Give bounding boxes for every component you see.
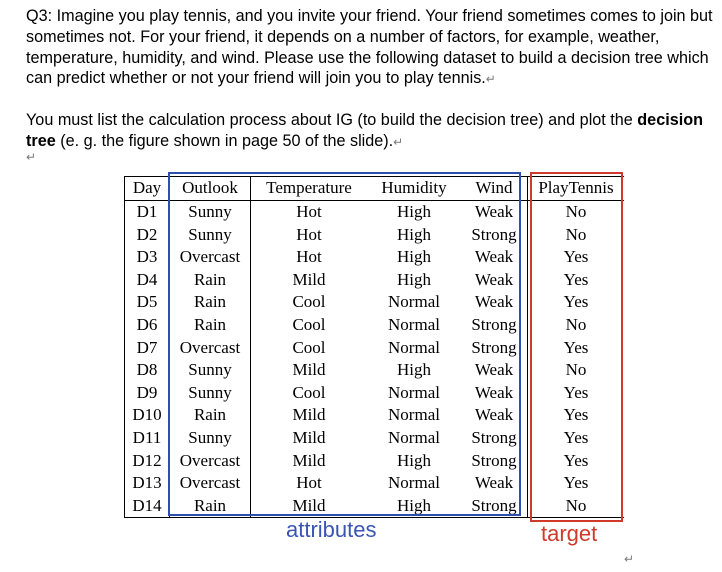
- cell-humidity: High: [367, 495, 461, 518]
- cell-wind: Weak: [474, 269, 514, 289]
- cell-day: D9: [125, 382, 170, 405]
- cell-temperature: Mild: [251, 495, 368, 518]
- cell-outlook: Sunny: [170, 359, 251, 382]
- cell-playtennis: Yes: [528, 269, 625, 292]
- cell-day: D13: [125, 472, 170, 495]
- cell-humidity: Normal: [388, 292, 440, 312]
- cell-wind: Strong: [471, 314, 517, 334]
- question-text: Q3: Imagine you play tennis, and you invite your friend. Your friend sometimes comes to join but sometimes not. For your friend, it depends on a number of factors, for example, weather, temperature, humidity, and wind. Please use the following dataset to build a decision tree which can predict whether or not your friend will join you to play tennis.: [26, 7, 713, 88]
- cell-temperature: Hot: [296, 473, 322, 493]
- return-mark-icon: ↵: [393, 134, 404, 149]
- cell-wind: Strong: [471, 450, 517, 470]
- cell-outlook: Rain: [170, 404, 251, 427]
- instruction-text-bold: decision tree: [26, 111, 703, 150]
- cell-playtennis: Yes: [528, 427, 625, 450]
- cell-humidity: High: [397, 202, 431, 221]
- attributes-label: attributes: [286, 517, 377, 542]
- cell-playtennis: Yes: [528, 382, 625, 405]
- cell-wind: Weak: [474, 247, 514, 267]
- cell-humidity: Normal: [388, 427, 440, 447]
- cell-outlook: Rain: [170, 269, 251, 292]
- question-paragraph-1: [26, 6, 720, 90]
- header-outlook: Outlook: [170, 177, 251, 201]
- cell-temperature: Cool: [292, 314, 326, 334]
- cell-playtennis: Yes: [528, 450, 625, 473]
- cell-humidity: Normal: [388, 473, 440, 493]
- cell-outlook: Overcast: [170, 472, 251, 495]
- cell-outlook: Overcast: [170, 337, 251, 360]
- cell-temperature: Hot: [296, 224, 322, 244]
- cell-humidity: High: [397, 224, 431, 244]
- cell-humidity: Normal: [388, 337, 440, 357]
- cell-temperature: Cool: [292, 337, 326, 357]
- cell-wind: Strong: [461, 495, 528, 518]
- cell-playtennis: Yes: [528, 246, 625, 269]
- cell-wind: Strong: [471, 337, 517, 357]
- cell-playtennis: No: [528, 314, 625, 337]
- return-mark-icon: ↵: [485, 72, 496, 87]
- cell-day: D10: [125, 404, 170, 427]
- target-highlight-box: [530, 172, 623, 522]
- cell-temperature: Mild: [292, 405, 326, 425]
- trailing-return-icon: ↵: [624, 552, 635, 566]
- cell-temperature: Mild: [292, 360, 326, 380]
- cell-temperature: Cool: [292, 382, 326, 402]
- cell-playtennis: Yes: [528, 404, 625, 427]
- cell-outlook: Rain: [170, 495, 251, 518]
- header-humidity: Humidity: [367, 177, 461, 201]
- cell-playtennis: No: [528, 201, 625, 224]
- cell-wind: Weak: [474, 202, 514, 221]
- cell-playtennis: No: [528, 224, 625, 247]
- cell-humidity: High: [397, 269, 431, 289]
- cell-playtennis: Yes: [528, 291, 625, 314]
- cell-temperature: Hot: [296, 202, 322, 221]
- cell-day: D5: [125, 291, 170, 314]
- cell-day: D12: [125, 450, 170, 473]
- cell-playtennis: No: [528, 495, 625, 518]
- cell-outlook: Sunny: [170, 201, 251, 224]
- target-label: target: [541, 521, 598, 546]
- cell-humidity: Normal: [388, 382, 440, 402]
- cell-playtennis: Yes: [528, 337, 625, 360]
- instruction-text-start: You must list the calculation process about IG (to build the decision tree) and plot the: [26, 111, 638, 129]
- attributes-highlight-box: [168, 172, 521, 516]
- cell-outlook: Sunny: [170, 427, 251, 450]
- cell-wind: Weak: [474, 292, 514, 312]
- cell-day: D2: [125, 224, 170, 247]
- cell-day: D8: [125, 359, 170, 382]
- instruction-text-end: (e. g. the figure shown in page 50 of the slide).: [55, 131, 394, 150]
- cell-wind: Strong: [471, 224, 517, 244]
- cell-wind: Weak: [474, 473, 514, 493]
- cell-humidity: High: [397, 247, 431, 267]
- cell-day: D14: [125, 495, 170, 518]
- cell-humidity: Normal: [388, 405, 440, 425]
- cell-humidity: High: [397, 450, 431, 470]
- header-temperature: Temperature: [251, 177, 368, 201]
- cell-day: D1: [125, 201, 170, 224]
- cell-day: D3: [125, 246, 170, 269]
- header-day: Day: [125, 177, 170, 201]
- cell-playtennis: Yes: [528, 472, 625, 495]
- cell-day: D11: [125, 427, 170, 450]
- cell-wind: Weak: [474, 405, 514, 425]
- cell-outlook: Sunny: [170, 224, 251, 247]
- cell-temperature: Cool: [292, 292, 326, 312]
- cell-humidity: Normal: [388, 314, 440, 334]
- cell-playtennis: No: [528, 359, 625, 382]
- cell-outlook: Rain: [170, 314, 251, 337]
- cell-temperature: Mild: [292, 427, 326, 447]
- cell-humidity: High: [397, 360, 431, 380]
- empty-paragraph-return-icon: ↵: [26, 150, 37, 164]
- cell-outlook: Sunny: [170, 382, 251, 405]
- header-wind: Wind: [461, 177, 528, 201]
- cell-outlook: Overcast: [170, 246, 251, 269]
- cell-day: D4: [125, 269, 170, 292]
- header-playtennis: PlayTennis: [528, 177, 625, 201]
- cell-day: D7: [125, 337, 170, 360]
- cell-wind: Weak: [474, 382, 514, 402]
- cell-wind: Weak: [474, 360, 514, 380]
- cell-temperature: Mild: [292, 269, 326, 289]
- cell-temperature: Mild: [292, 450, 326, 470]
- cell-day: D6: [125, 314, 170, 337]
- cell-outlook: Rain: [170, 291, 251, 314]
- cell-outlook: Overcast: [170, 450, 251, 473]
- cell-wind: Strong: [471, 427, 517, 447]
- cell-temperature: Hot: [296, 247, 322, 267]
- question-paragraph-2: [26, 110, 720, 153]
